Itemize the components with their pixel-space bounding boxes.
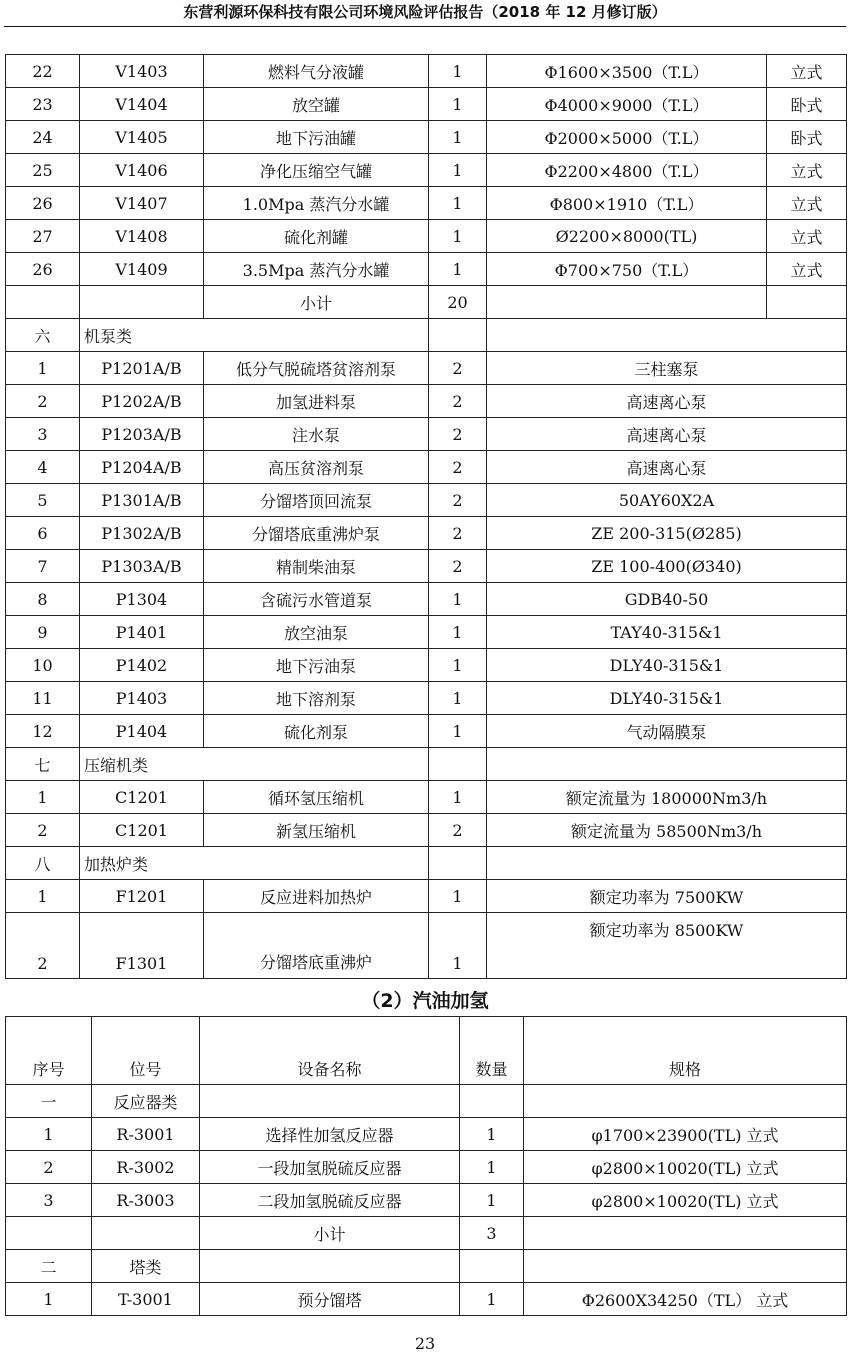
row-no: 1 bbox=[6, 1283, 92, 1316]
subtotal-row bbox=[6, 286, 847, 319]
empty-cell bbox=[487, 286, 767, 319]
empty-cell bbox=[200, 1085, 460, 1118]
row-name: 高压贫溶剂泵 bbox=[204, 451, 429, 484]
table-row bbox=[6, 352, 847, 385]
row-name: 净化压缩空气罐 bbox=[204, 154, 429, 187]
row-qty: 1 bbox=[460, 1151, 524, 1184]
row-qty: 1 bbox=[429, 88, 487, 121]
row-qty: 2 bbox=[429, 484, 487, 517]
section-row bbox=[6, 1085, 847, 1118]
row-qty: 1 bbox=[429, 55, 487, 88]
row-name: 加氢进料泵 bbox=[204, 385, 429, 418]
row-qty: 1 bbox=[429, 187, 487, 220]
row-spec: 额定功率为 8500KW bbox=[487, 913, 847, 979]
empty-cell bbox=[6, 286, 80, 319]
row-qty: 2 bbox=[429, 418, 487, 451]
row-tag: F1201 bbox=[80, 880, 204, 913]
row-tag: R-3002 bbox=[92, 1151, 200, 1184]
row-name: 选择性加氢反应器 bbox=[200, 1118, 460, 1151]
empty-cell bbox=[6, 1217, 92, 1250]
row-tag: P1401 bbox=[80, 616, 204, 649]
table-row bbox=[6, 1118, 847, 1151]
row-tag: P1202A/B bbox=[80, 385, 204, 418]
row-qty: 1 bbox=[460, 1184, 524, 1217]
row-tag: V1407 bbox=[80, 187, 204, 220]
row-spec: φ2800×10020(TL) 立式 bbox=[524, 1184, 847, 1217]
row-name: 燃料气分液罐 bbox=[204, 55, 429, 88]
row-qty: 1 bbox=[429, 781, 487, 814]
row-qty: 2 bbox=[429, 814, 487, 847]
subtotal-label: 小计 bbox=[200, 1217, 460, 1250]
row-qty: 1 bbox=[429, 583, 487, 616]
row-name: 一段加氢脱硫反应器 bbox=[200, 1151, 460, 1184]
empty-cell bbox=[524, 1217, 847, 1250]
row-name: 硫化剂泵 bbox=[204, 715, 429, 748]
empty-cell bbox=[767, 286, 847, 319]
row-tag: P1301A/B bbox=[80, 484, 204, 517]
table-row bbox=[6, 385, 847, 418]
table-row bbox=[6, 1283, 847, 1316]
row-no: 3 bbox=[6, 1184, 92, 1217]
row-tag: P1201A/B bbox=[80, 352, 204, 385]
table-row bbox=[6, 880, 847, 913]
row-qty: 1 bbox=[429, 682, 487, 715]
section-label: 加热炉类 bbox=[80, 847, 429, 880]
section-no: 一 bbox=[6, 1085, 92, 1118]
subtotal-row bbox=[6, 1217, 847, 1250]
row-name: 放空罐 bbox=[204, 88, 429, 121]
row-no: 1 bbox=[6, 1118, 92, 1151]
row-spec: 额定流量为 180000Nm3/h bbox=[487, 781, 847, 814]
row-spec: DLY40-315&1 bbox=[487, 649, 847, 682]
row-qty: 1 bbox=[429, 880, 487, 913]
row-no: 7 bbox=[6, 550, 80, 583]
row-tag: P1204A/B bbox=[80, 451, 204, 484]
row-type: 立式 bbox=[767, 220, 847, 253]
table-row bbox=[6, 913, 847, 979]
row-spec: ZE 100-400(Ø340) bbox=[487, 550, 847, 583]
row-name: 含硫污水管道泵 bbox=[204, 583, 429, 616]
row-spec: Φ800×1910（T.L） bbox=[487, 187, 767, 220]
header-spec: 规格 bbox=[524, 1017, 847, 1085]
row-name: 分馏塔顶回流泵 bbox=[204, 484, 429, 517]
table-row bbox=[6, 418, 847, 451]
table-row bbox=[6, 187, 847, 220]
table-row bbox=[6, 550, 847, 583]
row-type: 卧式 bbox=[767, 121, 847, 154]
row-no: 3 bbox=[6, 418, 80, 451]
row-tag: C1201 bbox=[80, 814, 204, 847]
table-header-row bbox=[6, 1017, 847, 1085]
section-label: 塔类 bbox=[92, 1250, 200, 1283]
row-qty: 1 bbox=[429, 154, 487, 187]
row-name: 地下污油罐 bbox=[204, 121, 429, 154]
empty-cell bbox=[200, 1250, 460, 1283]
row-tag: P1404 bbox=[80, 715, 204, 748]
row-spec: 高速离心泵 bbox=[487, 451, 847, 484]
row-spec: φ2800×10020(TL) 立式 bbox=[524, 1151, 847, 1184]
header-qty: 数量 bbox=[460, 1017, 524, 1085]
row-no: 27 bbox=[6, 220, 80, 253]
row-no: 26 bbox=[6, 187, 80, 220]
row-spec: DLY40-315&1 bbox=[487, 682, 847, 715]
row-tag: V1406 bbox=[80, 154, 204, 187]
row-spec: Φ4000×9000（T.L） bbox=[487, 88, 767, 121]
row-name: 硫化剂罐 bbox=[204, 220, 429, 253]
empty-cell bbox=[92, 1217, 200, 1250]
row-no: 2 bbox=[6, 1151, 92, 1184]
row-type: 立式 bbox=[767, 154, 847, 187]
empty-cell bbox=[429, 319, 487, 352]
row-qty: 1 bbox=[429, 913, 487, 979]
row-spec: 额定流量为 58500Nm3/h bbox=[487, 814, 847, 847]
section-no: 七 bbox=[6, 748, 80, 781]
table-row bbox=[6, 121, 847, 154]
section-label: 压缩机类 bbox=[80, 748, 429, 781]
row-tag: P1203A/B bbox=[80, 418, 204, 451]
row-tag: P1403 bbox=[80, 682, 204, 715]
row-type: 立式 bbox=[767, 55, 847, 88]
row-name: 精制柴油泵 bbox=[204, 550, 429, 583]
section-no: 八 bbox=[6, 847, 80, 880]
row-spec: TAY40-315&1 bbox=[487, 616, 847, 649]
subtotal-qty: 3 bbox=[460, 1217, 524, 1250]
row-spec: Φ1600×3500（T.L） bbox=[487, 55, 767, 88]
row-spec: 高速离心泵 bbox=[487, 418, 847, 451]
row-spec: Φ2600X34250（TL） 立式 bbox=[524, 1283, 847, 1316]
row-qty: 1 bbox=[429, 121, 487, 154]
row-qty: 2 bbox=[429, 517, 487, 550]
section-row bbox=[6, 319, 847, 352]
row-no: 2 bbox=[6, 814, 80, 847]
equipment-table-1 bbox=[5, 54, 847, 979]
row-tag: C1201 bbox=[80, 781, 204, 814]
row-qty: 1 bbox=[429, 649, 487, 682]
row-spec: φ1700×23900(TL) 立式 bbox=[524, 1118, 847, 1151]
row-tag: R-3001 bbox=[92, 1118, 200, 1151]
empty-cell bbox=[429, 847, 487, 880]
section-no: 六 bbox=[6, 319, 80, 352]
row-no: 1 bbox=[6, 781, 80, 814]
row-qty: 1 bbox=[460, 1118, 524, 1151]
row-name: 分馏塔底重沸炉泵 bbox=[204, 517, 429, 550]
row-spec: ZE 200-315(Ø285) bbox=[487, 517, 847, 550]
table-row bbox=[6, 649, 847, 682]
row-qty: 1 bbox=[460, 1283, 524, 1316]
row-tag: P1302A/B bbox=[80, 517, 204, 550]
row-spec: 气动隔膜泵 bbox=[487, 715, 847, 748]
table-row bbox=[6, 781, 847, 814]
row-qty: 1 bbox=[429, 220, 487, 253]
row-spec: 三柱塞泵 bbox=[487, 352, 847, 385]
table-row bbox=[6, 253, 847, 286]
row-spec: Φ2000×5000（T.L） bbox=[487, 121, 767, 154]
row-spec: 50AY60X2A bbox=[487, 484, 847, 517]
table-row bbox=[6, 220, 847, 253]
header-tag: 位号 bbox=[92, 1017, 200, 1085]
row-no: 23 bbox=[6, 88, 80, 121]
table-row bbox=[6, 682, 847, 715]
row-type: 立式 bbox=[767, 253, 847, 286]
row-no: 26 bbox=[6, 253, 80, 286]
row-no: 1 bbox=[6, 352, 80, 385]
row-name: 新氢压缩机 bbox=[204, 814, 429, 847]
section-label: 机泵类 bbox=[80, 319, 429, 352]
subtotal-label: 小计 bbox=[204, 286, 429, 319]
table-row bbox=[6, 715, 847, 748]
section-row bbox=[6, 748, 847, 781]
table-row bbox=[6, 451, 847, 484]
row-tag: V1405 bbox=[80, 121, 204, 154]
section-no: 二 bbox=[6, 1250, 92, 1283]
table-row bbox=[6, 616, 847, 649]
empty-cell bbox=[460, 1085, 524, 1118]
empty-cell bbox=[80, 286, 204, 319]
row-name: 预分馏塔 bbox=[200, 1283, 460, 1316]
row-qty: 1 bbox=[429, 253, 487, 286]
table-row bbox=[6, 154, 847, 187]
row-no: 2 bbox=[6, 385, 80, 418]
row-tag: F1301 bbox=[80, 913, 204, 979]
table-row bbox=[6, 1151, 847, 1184]
empty-cell bbox=[487, 748, 847, 781]
row-tag: V1409 bbox=[80, 253, 204, 286]
row-no: 8 bbox=[6, 583, 80, 616]
empty-cell bbox=[487, 847, 847, 880]
row-spec: 高速离心泵 bbox=[487, 385, 847, 418]
row-tag: V1403 bbox=[80, 55, 204, 88]
row-name: 1.0Mpa 蒸汽分水罐 bbox=[204, 187, 429, 220]
row-tag: V1408 bbox=[80, 220, 204, 253]
row-name: 地下溶剂泵 bbox=[204, 682, 429, 715]
section-row bbox=[6, 1250, 847, 1283]
row-no: 9 bbox=[6, 616, 80, 649]
document-header: 东营利源环保科技有限公司环境风险评估报告（2018 年 12 月修订版） bbox=[183, 3, 667, 21]
row-name: 3.5Mpa 蒸汽分水罐 bbox=[204, 253, 429, 286]
row-no: 6 bbox=[6, 517, 80, 550]
section-title: （2）汽油加氢 bbox=[361, 990, 489, 1012]
empty-cell bbox=[524, 1085, 847, 1118]
row-no: 10 bbox=[6, 649, 80, 682]
table-row bbox=[6, 88, 847, 121]
empty-cell bbox=[460, 1250, 524, 1283]
row-qty: 2 bbox=[429, 550, 487, 583]
empty-cell bbox=[487, 319, 847, 352]
empty-cell bbox=[524, 1250, 847, 1283]
row-name: 循环氢压缩机 bbox=[204, 781, 429, 814]
row-name: 分馏塔底重沸炉 bbox=[204, 913, 429, 979]
row-spec: 额定功率为 7500KW bbox=[487, 880, 847, 913]
row-name: 低分气脱硫塔贫溶剂泵 bbox=[204, 352, 429, 385]
row-tag: P1402 bbox=[80, 649, 204, 682]
header-rule bbox=[4, 26, 846, 27]
equipment-table-2 bbox=[5, 1016, 847, 1316]
row-no: 4 bbox=[6, 451, 80, 484]
row-qty: 1 bbox=[429, 715, 487, 748]
section-row bbox=[6, 847, 847, 880]
table-row bbox=[6, 583, 847, 616]
table-row bbox=[6, 484, 847, 517]
row-no: 5 bbox=[6, 484, 80, 517]
row-spec: GDB40-50 bbox=[487, 583, 847, 616]
row-no: 1 bbox=[6, 880, 80, 913]
header-name: 设备名称 bbox=[200, 1017, 460, 1085]
header-no: 序号 bbox=[6, 1017, 92, 1085]
row-spec: Ø2200×8000(TL) bbox=[487, 220, 767, 253]
row-name: 注水泵 bbox=[204, 418, 429, 451]
table-row bbox=[6, 55, 847, 88]
row-no: 25 bbox=[6, 154, 80, 187]
row-name: 地下污油泵 bbox=[204, 649, 429, 682]
row-qty: 2 bbox=[429, 451, 487, 484]
row-spec: Φ2200×4800（T.L） bbox=[487, 154, 767, 187]
row-no: 12 bbox=[6, 715, 80, 748]
empty-cell bbox=[429, 748, 487, 781]
row-tag: P1304 bbox=[80, 583, 204, 616]
table-row bbox=[6, 814, 847, 847]
row-spec: Φ700×750（T.L） bbox=[487, 253, 767, 286]
row-no: 2 bbox=[6, 913, 80, 979]
row-tag: T-3001 bbox=[92, 1283, 200, 1316]
table-row bbox=[6, 517, 847, 550]
row-type: 卧式 bbox=[767, 88, 847, 121]
table-row bbox=[6, 1184, 847, 1217]
section-label: 反应器类 bbox=[92, 1085, 200, 1118]
row-no: 22 bbox=[6, 55, 80, 88]
row-qty: 2 bbox=[429, 352, 487, 385]
row-name: 二段加氢脱硫反应器 bbox=[200, 1184, 460, 1217]
row-tag: R-3003 bbox=[92, 1184, 200, 1217]
row-no: 11 bbox=[6, 682, 80, 715]
row-tag: P1303A/B bbox=[80, 550, 204, 583]
row-name: 放空油泵 bbox=[204, 616, 429, 649]
row-type: 立式 bbox=[767, 187, 847, 220]
row-name: 反应进料加热炉 bbox=[204, 880, 429, 913]
row-no: 24 bbox=[6, 121, 80, 154]
row-qty: 2 bbox=[429, 385, 487, 418]
row-tag: V1404 bbox=[80, 88, 204, 121]
page-number: 23 bbox=[414, 1334, 436, 1353]
subtotal-qty: 20 bbox=[429, 286, 487, 319]
row-qty: 1 bbox=[429, 616, 487, 649]
